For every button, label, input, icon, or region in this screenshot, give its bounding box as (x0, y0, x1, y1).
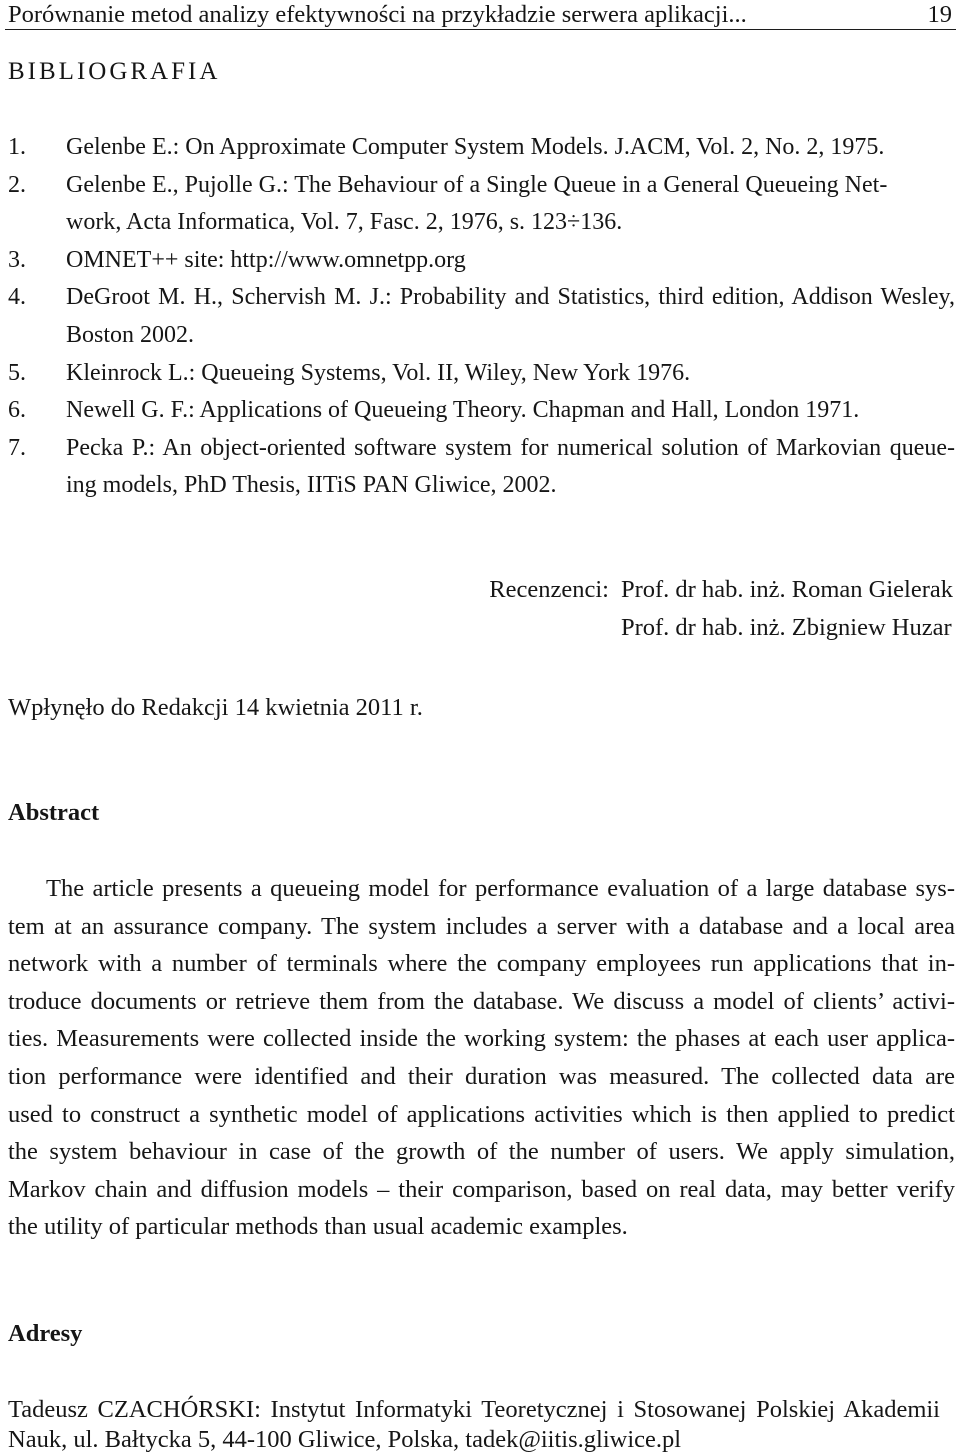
reference-text (66, 242, 955, 280)
addresses-heading: Adresy (8, 1320, 83, 1347)
abstract-paragraph (8, 870, 955, 1246)
address-line: Nauk, ul. Bałtycka 5, 44-100 Gliwice, Polska, tadek@iitis.gliwice.pl (8, 1426, 682, 1453)
reference-item-6 (8, 392, 955, 430)
reference-text (66, 355, 955, 393)
reference-line: DeGroot M. H., Schervish M. J.: Probability and Statistics, third edition, Addison Wesley, (66, 284, 955, 311)
reference-number: 2. (8, 171, 26, 198)
bibliography-heading: BIBLIOGRAFIA (8, 58, 221, 85)
reference-item-4 (8, 279, 955, 354)
reviewer-name: Prof. dr hab. inż. Roman Gielerak (620, 576, 953, 603)
reference-number: 6. (8, 397, 26, 424)
author-address (8, 1395, 940, 1455)
reference-text (66, 129, 955, 167)
reference-line: Boston 2002. (66, 321, 195, 348)
abstract-line: tion performance were identified and their duration was measured. The collected data are (8, 1062, 955, 1090)
abstract-line: troduce documents or retrieve them from the database. We discuss a model of clients’ activi- (8, 987, 955, 1015)
reference-item-1 (8, 129, 955, 167)
address-line: Tadeusz CZACHÓRSKI: Instytut Informatyki Teoretycznej i Stosowanej Polskiej Akademii (8, 1396, 940, 1423)
abstract-line: the utility of particular methods than usual academic examples. (8, 1213, 628, 1241)
reference-line: ing models, PhD Thesis, IITiS PAN Gliwice, 2002. (66, 472, 557, 499)
reference-number: 7. (8, 434, 26, 461)
reference-text (66, 167, 955, 242)
running-title: Porównanie metod analizy efektywności na przykładzie serwera aplikacji... (8, 1, 747, 28)
reference-text (66, 430, 955, 505)
reference-item-2 (8, 167, 955, 242)
reference-text (66, 279, 955, 354)
reference-line: OMNET++ site: http://www.omnetpp.org (66, 246, 466, 273)
reviewer-name: Prof. dr hab. inż. Zbigniew Huzar (620, 613, 952, 641)
reference-number: 4. (8, 284, 26, 311)
reference-list (8, 129, 955, 505)
reference-item-3 (8, 242, 955, 280)
reference-number: 1. (8, 134, 26, 160)
abstract-line: Markov chain and diffusion models – their comparison, based on real data, may better verify (8, 1175, 955, 1203)
abstract-heading: Abstract (8, 799, 100, 826)
reference-item-7 (8, 430, 955, 505)
reviewers-block (489, 571, 953, 646)
page-number: 19 (927, 1, 952, 28)
abstract-line: the system behaviour in case of the growth of the number of users. We apply simulation, (8, 1138, 955, 1166)
abstract-line: tem at an assurance company. The system includes a server with a database and a local area (8, 912, 955, 940)
abstract-line: network with a number of terminals where the company employees run applications that in- (8, 950, 955, 978)
reference-line: Kleinrock L.: Queueing Systems, Vol. II, Wiley, New York 1976. (66, 359, 691, 386)
reference-number: 3. (8, 246, 26, 273)
reference-line: Gelenbe E.: On Approximate Computer System Models. J.ACM, Vol. 2, No. 2, 1975. (66, 134, 885, 160)
reference-line: Pecka P.: An object-oriented software system for numerical solution of Markovian queue- (66, 434, 955, 461)
reference-line: work, Acta Informatica, Vol. 7, Fasc. 2, 1976, s. 123÷136. (66, 209, 623, 236)
reference-line: Newell G. F.: Applications of Queueing Theory. Chapman and Hall, London 1971. (66, 397, 860, 424)
reference-number: 5. (8, 359, 26, 386)
received-date: Wpłynęło do Redakcji 14 kwietnia 2011 r. (8, 694, 423, 721)
reference-text (66, 392, 955, 430)
reference-line: Gelenbe E., Pujolle G.: The Behaviour of a Single Queue in a General Queueing Net- (66, 171, 888, 198)
abstract-line: ties. Measurements were collected inside the working system: the phases at each user applica- (8, 1025, 955, 1053)
running-header (5, 0, 956, 30)
abstract-line: The article presents a queueing model for performance evaluation of a large database sys- (46, 875, 955, 902)
abstract-line: used to construct a synthetic model of applications activities which is then applied to predict (8, 1100, 955, 1128)
reference-item-5 (8, 355, 955, 393)
reviewers-label: Recenzenci: (489, 576, 609, 603)
